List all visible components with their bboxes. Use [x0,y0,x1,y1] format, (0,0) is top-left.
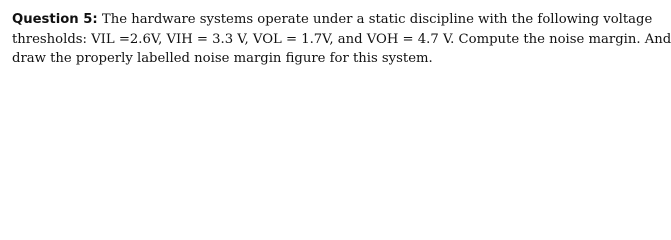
question-line-2: thresholds: VIL =2.6V, VIH = 3.3 V, VOL = 1.7V, and VOH = 4.7 V. Compute the noise margin. And [12,31,671,47]
question-line-1 [12,10,667,30]
question-line-3: draw the properly labelled noise margin figure for this system. [12,51,433,66]
question-label: Question 5: [12,12,98,27]
question-block [12,10,671,69]
question-text-1: The hardware systems operate under a static discipline with the following voltage [97,12,653,27]
